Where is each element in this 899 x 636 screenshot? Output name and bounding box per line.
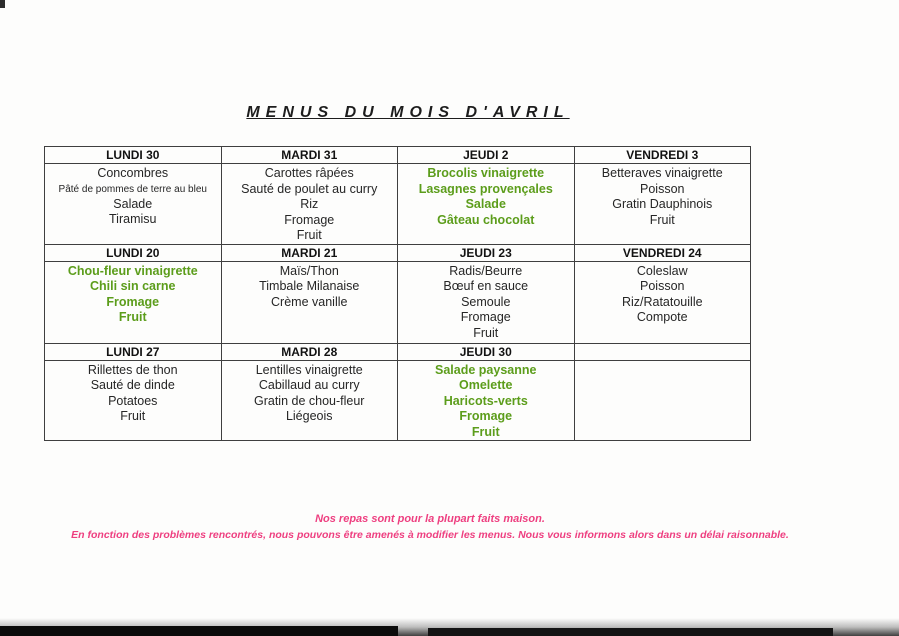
menu-item: Sauté de poulet au curry bbox=[241, 181, 378, 196]
menu-item: Salade bbox=[465, 197, 506, 211]
footer-note-homemade: Nos repas sont pour la plupart faits maison. bbox=[315, 513, 545, 525]
menu-cell bbox=[221, 164, 398, 245]
menu-cell bbox=[45, 360, 222, 441]
menu-item: Carottes râpées bbox=[264, 166, 354, 180]
menu-cell bbox=[45, 164, 222, 245]
menu-item: Gratin Dauphinois bbox=[612, 197, 713, 211]
menu-item: Sauté de dinde bbox=[90, 378, 175, 392]
day-header-cell: MARDI 31 bbox=[221, 147, 398, 164]
menu-item: Semoule bbox=[461, 294, 511, 309]
day-header-cell: JEUDI 30 bbox=[398, 343, 575, 360]
menu-item: Fruit bbox=[473, 325, 499, 340]
menu-cell bbox=[398, 164, 575, 245]
scan-edge-strip-right bbox=[428, 628, 833, 636]
menu-item: Gratin de chou-fleur bbox=[254, 393, 365, 408]
menu-item: Fruit bbox=[120, 409, 146, 423]
menu-item: Poisson bbox=[640, 181, 685, 196]
menu-item: Riz/Ratatouille bbox=[621, 294, 703, 309]
menu-item: Crème vanille bbox=[271, 294, 348, 309]
menu-item: Brocolis vinaigrette bbox=[427, 166, 545, 180]
day-header-cell: JEUDI 23 bbox=[398, 244, 575, 261]
menu-item: Radis/Beurre bbox=[449, 263, 523, 278]
menu-item: Pâté de pommes de terre au bleu bbox=[58, 183, 207, 195]
menu-cell bbox=[221, 261, 398, 343]
menu-item: Coleslaw bbox=[636, 263, 688, 278]
menu-cell bbox=[574, 164, 751, 245]
menu-item: Lasagnes provençales bbox=[418, 181, 553, 196]
menu-item: Gâteau chocolat bbox=[437, 212, 535, 227]
menu-item: Salade paysanne bbox=[435, 362, 537, 377]
menu-cell bbox=[574, 360, 751, 441]
menu-table bbox=[44, 146, 751, 441]
menu-item: Fromage bbox=[459, 409, 513, 423]
day-header-cell: LUNDI 30 bbox=[45, 147, 222, 164]
menu-item: Betteraves vinaigrette bbox=[601, 166, 723, 180]
menu-item: Fruit bbox=[296, 228, 322, 242]
menu-item: Potatoes bbox=[108, 393, 158, 408]
day-header-cell: LUNDI 27 bbox=[45, 343, 222, 360]
menu-item: Chili sin carne bbox=[90, 279, 176, 293]
menu-item: Poisson bbox=[640, 279, 685, 293]
menu-item: Fromage bbox=[284, 212, 335, 227]
menu-item: Compote bbox=[636, 310, 688, 324]
day-header-cell: JEUDI 2 bbox=[398, 147, 575, 164]
menu-item: Riz bbox=[300, 197, 319, 211]
page-title: MENUS DU MOIS D'AVRIL bbox=[246, 104, 570, 121]
menu-cell bbox=[221, 360, 398, 441]
menu-item: Salade bbox=[113, 196, 153, 211]
menu-item: Fruit bbox=[471, 424, 500, 439]
day-header-cell: MARDI 28 bbox=[221, 343, 398, 360]
menu-item: Rillettes de thon bbox=[87, 362, 178, 377]
menu-cell bbox=[574, 261, 751, 343]
menu-cell bbox=[398, 261, 575, 343]
menu-item: Timbale Milanaise bbox=[259, 279, 360, 293]
menu-item: Concombres bbox=[97, 166, 169, 180]
menu-item: Bœuf en sauce bbox=[443, 279, 529, 293]
menu-cell bbox=[45, 261, 222, 343]
day-header-cell: VENDREDI 3 bbox=[574, 147, 751, 164]
menu-item: Chou-fleur vinaigrette bbox=[67, 263, 198, 278]
menu-item: Fruit bbox=[649, 212, 675, 227]
menu-item: Fromage bbox=[460, 310, 511, 324]
menu-item: Maïs/Thon bbox=[279, 263, 339, 278]
menu-item: Cabillaud au curry bbox=[258, 378, 360, 392]
menu-item: Lentilles vinaigrette bbox=[255, 362, 363, 377]
menu-item: Omelette bbox=[459, 378, 513, 392]
day-header-cell: LUNDI 20 bbox=[45, 244, 222, 261]
menu-item: Haricots-verts bbox=[443, 393, 528, 408]
menu-item: Fromage bbox=[106, 294, 160, 309]
footer-note-disclaimer: En fonction des problèmes rencontrés, nous pouvons être amenés à modifier les menus. Nous vous informons alors dans un délai raisonnable. bbox=[71, 529, 789, 541]
menu-item: Liégeois bbox=[285, 409, 333, 423]
day-header-cell: MARDI 21 bbox=[221, 244, 398, 261]
day-header-cell: VENDREDI 24 bbox=[574, 244, 751, 261]
scan-corner-artifact bbox=[0, 0, 5, 8]
menu-cell bbox=[398, 360, 575, 441]
day-header-cell bbox=[574, 343, 751, 360]
scan-edge-strip-left bbox=[0, 626, 398, 636]
menu-item: Fruit bbox=[118, 310, 147, 324]
menu-item: Tiramisu bbox=[109, 212, 157, 226]
